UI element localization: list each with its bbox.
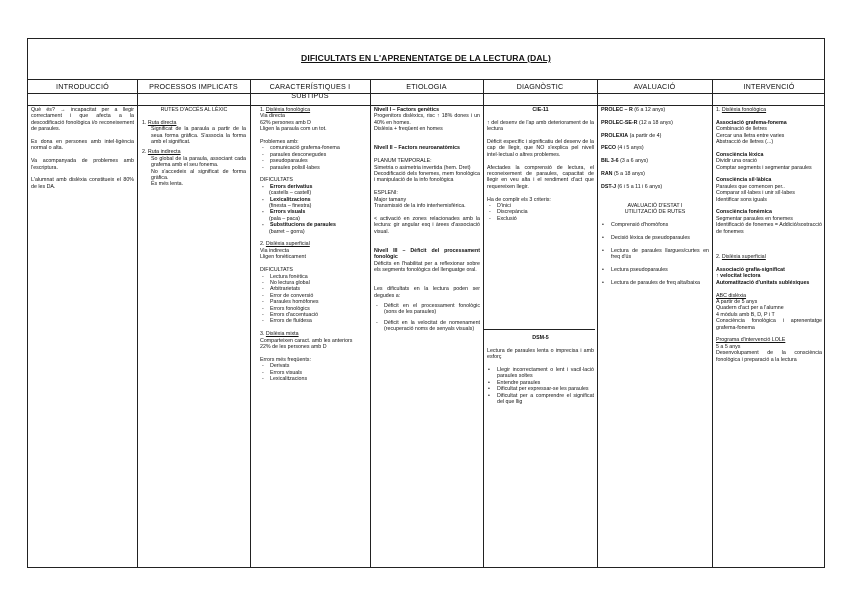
list-item: • Decisió lèxica de pseudoparaules [601,235,709,241]
divider [712,79,713,567]
header-processos: PROCESSOS IMPLICATS [149,82,238,91]
line: ESPLENI: [374,190,398,197]
list-item: - paraules polisíl·labes [260,165,366,171]
test-age: (6 a 12 anys) [634,107,666,113]
line: Ha de complir els 3 criteris: [487,196,551,203]
document-frame [27,38,825,568]
test-name: BIL 3-6 [601,158,619,165]
line: Comptar segments i segmentar paraules [716,164,812,171]
list-item: - Errors fonològics [260,306,366,312]
diagnostic-cell [487,107,594,222]
list-item: - Error de conversió [260,293,366,299]
test-age: (4 i 5 anys) [617,145,644,152]
header-introduccio: INTRODUCCIÓ [56,82,109,91]
list-item: - Dèficit en el processament fonològic (sons de les paraules) [374,303,480,316]
list-item: - Errors visuals [260,370,366,376]
subtype-title: Dislèxia fonològica [265,107,311,113]
header-intervencio: INTERVENCIÓ [743,82,795,91]
line: DIFICULTATS [260,177,293,184]
section-number: 1. [716,107,721,113]
processos-heading: RUTES D'ACCÉS AL LÈXIC [160,107,228,113]
line: Comparar síl·labes i unir síl·labes [716,190,795,197]
test-age: (3 a 6 anys) [620,158,649,165]
subtype-number: 3. [260,331,265,338]
line: Dislèxia + freqüent en homes [374,126,443,133]
line: Identificació de fonemes = Addició/sostracció de fonemes [716,222,822,235]
line: ↑ velocitat lectora [716,273,761,280]
line: Via directa [260,113,285,120]
test-name: PROLEC – R [601,107,633,113]
list-item: - Discrepància [487,209,594,215]
route-number: 2. [142,149,147,156]
line: 5 a 5 anys [716,343,741,350]
line: A partir de 5 anys [716,299,758,306]
list-item: - Derivats [260,363,366,369]
section-title: Dislèxia superficial [721,254,766,261]
document-title: DIFICULTATS EN L'APRENENTATGE DE LA LECTURA (DAL) [301,53,551,63]
line: Paraules que comencen per.. [716,183,785,190]
route-title: Ruta indirecta [147,149,181,156]
intervencio-cell [716,107,822,363]
test-age: (12 a 18 anys) [638,119,673,126]
header-caracteristiques: CARACTERÍSTIQUES I SUBTIPUS [269,82,351,100]
subtype-number: 1. [260,107,265,113]
level-title: Nivell II – Factors neuroanatòmics [374,145,460,152]
list-item: - Substitucions de paraules [260,222,366,228]
list-item: - Lexicalitzacions [260,197,366,203]
list-item: - Arbitrarietats [260,286,366,292]
list-item: - Paraules homòfones [260,299,366,305]
divider [28,105,824,106]
list-item: - Exclusió [487,216,594,222]
line: Les dificultats en la lectura poden ser degudes a: [374,286,480,299]
divider [28,79,824,80]
line: Comparteixen caract. amb les anteriors [260,337,353,344]
diagnostic-dsm-cell [487,335,594,405]
line: Simetria o asimetria invertida (hem. Dret) [374,164,471,171]
diag-heading: CIE-11 [532,107,549,113]
list-item: - Errors visuals [260,209,366,215]
line: Afectades la comprensió de lectura, el reconeixement de paraules, capacitat de llegir en veu alta i el rendiment d'act que requereixen llegir. [487,164,594,190]
test-age: (6 i 5 a 11 i 6 anys) [617,183,663,190]
line: Quadern d'act per a l'alumne [716,305,784,312]
eval-heading: AVALUACIÓ D'ESTAT I UTILITZACIÓ DE RUTES [624,202,686,216]
subtype-title: Dislèxia mixta [265,331,299,338]
block-title: Consciència lèxica [716,151,764,158]
subtype-number: 2. [260,241,265,248]
line: Lligen fonèticament [260,254,306,261]
route-text: És més lenta. [151,181,184,188]
route-number: 1. [142,119,147,126]
line: Major tamany [374,196,407,203]
block-title: Associació grafema-fonema [716,119,787,126]
line: Combinació de lletres [716,126,767,133]
block-title: Associació grafia-significat [716,267,785,274]
line: Cercar una lletra entre varies [716,132,785,139]
divider [250,79,251,567]
line: DIFICULTATS [260,267,293,274]
line: Desenvolupament de la consciència fonològica i preparació a la lectura [716,350,822,363]
line: PLANUM TEMPORALE: [374,158,432,165]
list-item: • Dificultat per expressar-se les paraules [487,386,594,392]
test-name: DST-J [601,183,617,190]
list-item: • Entendre paraules [487,380,594,386]
test-name: PECO [601,145,617,152]
list-item: • Dificultat per a comprendre el significat del que llig [487,393,594,406]
line: Problemes amb: [260,139,299,146]
intro-text: Què és? → incapacitat per a llegir correctament i que afecta a la descodificació fonològica i/o reconeixement de paraules. [31,107,134,133]
route-text: No s'accedeix al significat de forma gràfica. [151,168,246,182]
section-title: Dislèxia fonològica [721,107,767,113]
line: Consciència fonològica i aprenentatge grafema-fonema [716,318,822,331]
line: Dèficits en l'habilitat per a reflexionar sobre els segments fonològics del llenguatge oral. [374,260,480,274]
line: (barret – gorra) [269,228,305,235]
line: (finesta – finestra) [269,203,312,210]
line: Progenitors dislèxics, risc ↑ 18% dones i un 40% en homes. [374,113,480,126]
intro-text: Es dona en persones amb intel·ligència normal o alta. [31,139,134,152]
line: Lligen la paraula com un tot. [260,126,327,133]
line: Via indirecta [260,247,290,254]
block-title: Programa d'intervenció LOLE [716,337,786,344]
line: (pala – paca) [269,215,300,222]
divider [370,79,371,567]
divider [137,79,138,567]
list-item: - Errors de fluïdesa [260,318,366,324]
list-item: • Lectura de paraules llargues/curtes en freq d'ús [601,248,709,261]
block-title: ABC dislèxia [716,292,747,299]
test-age: (5 a 18 anys) [613,170,645,177]
list-item: - Lexicalitzacions [260,376,366,382]
intro-text: Va acompanyada de problemes amb l'escriptura. [31,158,134,171]
line: Dividir una oració [716,158,757,165]
divider [483,79,484,567]
processos-cell [142,107,246,188]
list-item: - comunicació grafema-fonema [260,145,366,151]
line: ↑ del desenv de l'ap amb deteriorament de la lectura [487,119,594,133]
line: Decodificació dels fonemes, mem fonològica i manipulació de la info fonològica [374,171,480,184]
test-age: (a partir de 4) [629,132,662,139]
line: Segmentar paraules en fonemes [716,215,793,222]
avaluacio-cell [601,107,709,286]
line: Automatització d'unitats subléxiques [716,279,810,286]
list-item: - pseudoparaules [260,158,366,164]
list-item: - D'inici [487,203,594,209]
route-text: So global de la paraula, associant cada grafema amb el seu fonema. [151,155,246,169]
block-title: Consciència sil·làbica [716,177,772,184]
line: < activació en zones relacionades amb la lectura: gir angular esq i àrees d'associació visual. [374,215,480,235]
subtype-title: Dislèxia superficial [265,241,310,248]
etiologia-cell [374,107,480,333]
line: Abstracció de lletres (...) [716,139,774,146]
intro-text: L'alumnat amb dislèxia constitueix el 80% de les DA. [31,177,134,190]
test-name: PROLEXIA [601,132,629,139]
section-number: 2. [716,254,721,261]
list-item: - Dèficit en la velocitat de nomenament (recuperació noms de senyals visuals) [374,320,480,333]
divider [28,93,824,94]
route-text: Significat de la paraula a partir de la seua forma gràfica. S'associa la forma amb el significat. [151,126,246,146]
divider [597,79,598,567]
list-item: - Lectura fonètica [260,274,366,280]
caracteristiques-cell [260,107,366,382]
route-title: Ruta directa [147,119,177,126]
line: Errors més freqüents: [260,356,311,363]
line: 4 mòduls amb B, D, P i T [716,311,775,318]
list-item: • Lectura pseudoparaules [601,267,709,273]
line: Lectura de paraules lenta o imprecisa i amb esforç [487,347,594,361]
header-avaluacio: AVALUACIÓ [633,82,676,91]
line: Identificar sons iguals [716,196,767,203]
list-item: - Errors d'accentuació [260,312,366,318]
header-diagnostic: DIAGNÒSTIC [516,82,564,91]
line: 22% de les persones amb D [260,343,327,350]
diag-heading: DSM-5 [532,335,549,341]
line: Dèficit específic i significatiu del desenv de la cap de llegir, que NO s'explica pel nivell intel·lectual o altres problemes. [487,139,594,158]
list-item: - Errors derivatius [260,184,366,190]
divider [483,329,595,330]
line: 62% persones amb D [260,119,311,126]
line: (castells – castell) [269,190,312,197]
line: Transmissió de la info interhemisfèrica. [374,203,466,210]
list-item: - No lectura global [260,280,366,286]
list-item: - paraules desconegudes [260,152,366,158]
level-title: Nivell I – Factors genètics [374,107,440,113]
list-item: • Lectura de paraules de freq alta/baixa [601,280,709,286]
intro-cell [31,107,134,190]
level-title: Nivell III – Dèficit del processament fonològic [374,247,480,261]
list-item: • Llegir incorrectament o lent i vacil·lació paraules soltes [487,367,594,380]
list-item: • Comprensió d'homòfons [601,222,709,228]
test-name: PROLEC-SE-R [601,119,638,126]
block-title: Consciència fonèmica [716,209,772,216]
header-etiologia: ETIOLOGIA [406,82,447,91]
test-name: RAN [601,170,613,177]
